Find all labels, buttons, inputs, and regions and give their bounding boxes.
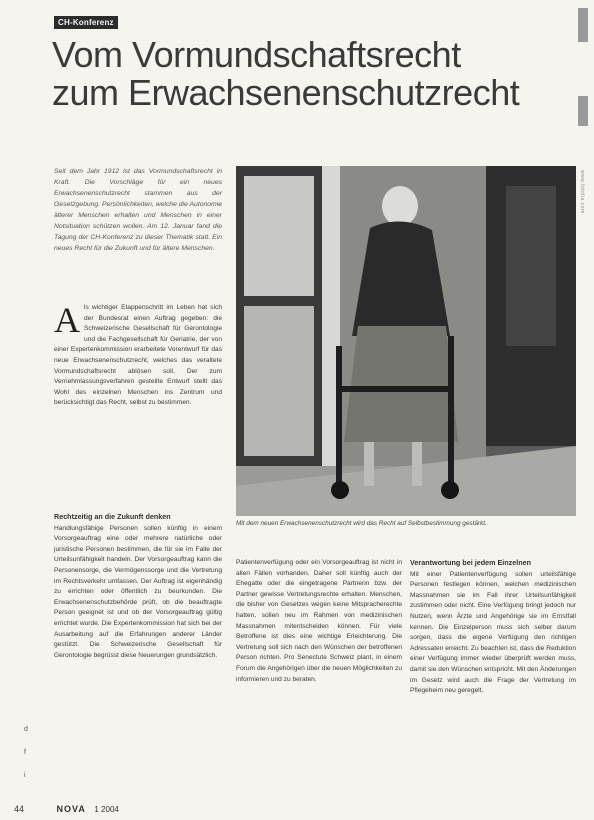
page-footer [14, 804, 119, 814]
language-markers [24, 726, 28, 795]
intro-text: ls wichtiger Etappenschritt im Leben hat sich der Bundesrat einen Auftrag gegeben: die Schweizerische Gesellschaft für Gerontologie und die Fachgesellschaft für Geriatrie, der von einer Expertenkommission erarbeitete Vorentwurf für das neue Erwachsenenschutzrecht, welches das veraltete Vormundschaftsrecht ablösen soll. Der zum Vernehmlassungsverfahren gestellte Entwurf stellt das Wohl des einzelnen Menschen ins Zentrum und berücksichtigt das Recht, selbst zu bestimmen. [54, 304, 222, 407]
edge-mark-top [578, 8, 588, 42]
drop-cap: A [54, 300, 80, 340]
magazine-name: NOVA [56, 804, 86, 814]
subhead-verantwortung: Verantwortung bei jedem Einzelnen [410, 558, 532, 567]
title-line-1: Vom Vormundschaftsrecht [52, 34, 461, 75]
article-column-2 [236, 558, 402, 685]
issue-number: 1 2004 [94, 805, 119, 814]
language-marker-i: i [24, 772, 26, 779]
edge-mark-bottom [578, 96, 588, 126]
paragraph-3: Mit einer Patientenverfügung sollen urteilsfähige Personen festlegen können, welchen medizinischen Massnahmen sie im Fall ihrer Urteilsunfähigkeit zustimmen oder nicht. Eine Verfügung bringt jedoch nur Nutzen, wenn Ärzte und Angehörige sie im Ernstfall kennen. Die Einzelperson muss sich selber darum sorgen, dass die eigene Verfügung den richtigen Adressaten erreicht. Zu beachten ist, dass die Reduktion einer Verfügung immer wieder überprüft werden muss, damit sie den Wünschen entspricht. Mit den Änderungen im Gesetz wird auch die Frage der Vertretung im Pflegeheim neu geregelt. [410, 570, 576, 695]
paragraph-2: Patientenverfügung oder ein Vorsorgeauftrag ist nicht in allen Fällen vorhanden. Daher soll künftig auch der Ehegatte oder die eingetragene Partnerin bzw. der Partner gewisse Vertretungsrechte erhalten. Menschen, die bisher von Gesetzes wegen keine Mitspracherechte hatten, sollen neu im Rahmen von medizinischen Massnahmen mitentscheiden können. Für viele Betroffene ist dies eine wichtige Erleichterung. Die Vertretung soll sich nach den Wünschen der betroffenen Person richten. Pro Senectute Schweiz plant, in einem Forum die Angehörigen über die neuen Möglichkeiten zu informieren und zu beraten. [236, 559, 402, 683]
lead-paragraph: Seit dem Jahr 1912 ist das Vormundschaftsrecht in Kraft. Die Vorschläge für ein neues Erwachsenenschutzrecht stammen aus der Gesetzgebung. Persönlichkeiten, welche die Autonomie älterer Menschen erhalten und Menschen in einer Notsituation schützen wollen. Am 12. Januar fand die Tagung der CH-Konferenz zu dieser Thematik statt. Ein neues Recht für die Zukunft und für ältere Menschen. [54, 168, 222, 252]
photo-illustration [236, 166, 576, 516]
photo-credit: www.fotolia.com [579, 170, 585, 214]
page-number: 44 [14, 804, 25, 814]
article-photo [236, 166, 576, 516]
language-marker-d: d [24, 726, 28, 733]
intro-paragraph [54, 300, 222, 409]
language-marker-f: f [24, 749, 26, 756]
paragraph-1: Handlungsfähige Personen sollen künftig in einem Vorsorgeauftrag eine oder mehrere natürliche oder juristische Personen bestimmen, die für sie im Falle der Urteilsunfähigkeit handeln. Der Vorsorgeauftrag kann die Personensorge, die Vermögenssorge und die Vertretung im Rechtsverkehr umfassen. Der Auftrag ist eigenhändig zu errichten oder öffentlich zu beurkunden. Die Erwachsenenschutzbehörde prüft, ob die beauftragte Person geeignet ist und ob der Vorsorgeauftrag gültig errichtet wurde. Die Expertenkommission hat sich bei der Ausarbeitung auf die Erfahrungen anderer Länder gestützt. Die Schweizerische Gesellschaft für Gerontologie begrüsst diese Neuerungen grundsätzlich. [54, 524, 222, 659]
rubric-label: CH-Konferenz [54, 16, 118, 29]
subhead-zukunft: Rechtzeitig an die Zukunft denken [54, 512, 171, 521]
article-column-3 [410, 558, 576, 697]
page-title [52, 36, 584, 112]
article-column-1 [54, 512, 222, 661]
photo-caption: Mit dem neuen Erwachsenenschutzrecht wird das Recht auf Selbstbestimmung gestärkt. [236, 520, 487, 527]
title-line-2: zum Erwachsenenschutzrecht [52, 72, 520, 113]
